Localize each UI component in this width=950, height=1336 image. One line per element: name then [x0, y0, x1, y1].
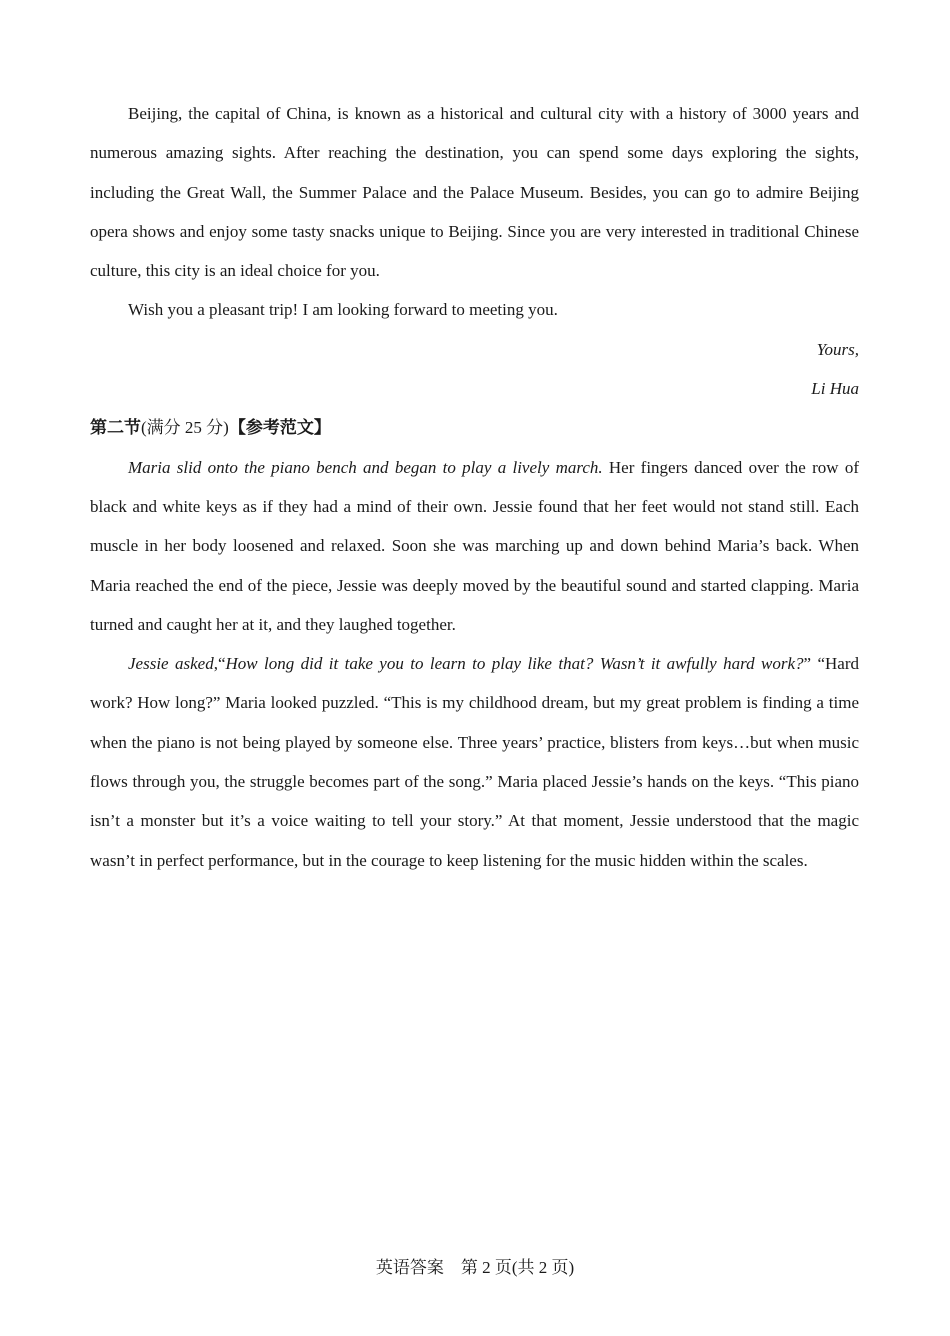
essay-paragraph-2-speaker: Jessie asked: [128, 654, 214, 674]
section-two-title: 第二节: [90, 418, 141, 438]
essay-paragraph-2-lead-quote: How long did it take you to learn to play like that? Wasn’t it awfully hard work?: [225, 654, 804, 674]
section-two-score-note: (满分 25 分): [141, 418, 229, 438]
essay-paragraph-1-lead: Maria slid onto the piano bench and began to play a lively march.: [128, 457, 603, 477]
letter-paragraph-1: Beijing, the capital of China, is known as a historical and cultural city with a history of 3000 years and numerous amazing sights. After reaching the destination, you can spend some days exploring the sights, including the Great Wall, the Summer Palace and the Palace Museum. Besides, you can go to admire Beijing opera shows and enjoy some tasty snacks unique to Beijing. Since you are very interested in traditional Chinese culture, this city is an ideal choice for you.: [90, 104, 859, 281]
essay-paragraph-2-body: “Hard work? How long?” Maria looked puzzled. “This is my childhood dream, but my great problem is finding a time when the piano is not being played by someone else. Three years’ practice, blisters from keys…but when music flows through you, the struggle becomes part of the song.” Maria placed Jessie’s hands on the keys. “This piano isn’t a monster but it’s a voice waiting to tell your story.” At that moment, Jessie understood that the magic wasn’t in perfect performance, but in the courage to keep listening for the music hidden within the scales.: [90, 654, 859, 870]
letter-paragraph-2: Wish you a pleasant trip! I am looking forward to meeting you.: [128, 300, 558, 320]
section-two-bracket-label: 【参考范文】: [228, 418, 331, 438]
section-two-heading: [90, 408, 859, 447]
essay-paragraph-2-comma: ,“: [213, 654, 226, 674]
answer-page: [90, 94, 859, 880]
essay-paragraph-2-quote-close: ”: [803, 654, 812, 674]
essay-paragraph-2: [90, 644, 859, 880]
letter-signature: Li Hua: [811, 379, 859, 399]
essay-paragraph-1: [90, 448, 859, 644]
letter-closing: Yours,: [816, 339, 859, 359]
page-footer: 英语答案 第 2 页(共 2 页): [375, 1258, 575, 1277]
essay-paragraph-1-body: Her fingers danced over the row of black and white keys as if they had a mind of their own. Jessie found that her feet would not stand still. Each muscle in her body loosened and relaxed. Soon she was marching up and down behind Maria’s back. When Maria reached the end of the piece, Jessie was deeply moved by the beautiful sound and started clapping. Maria turned and caught her at it, and they laughed together.: [90, 457, 859, 634]
